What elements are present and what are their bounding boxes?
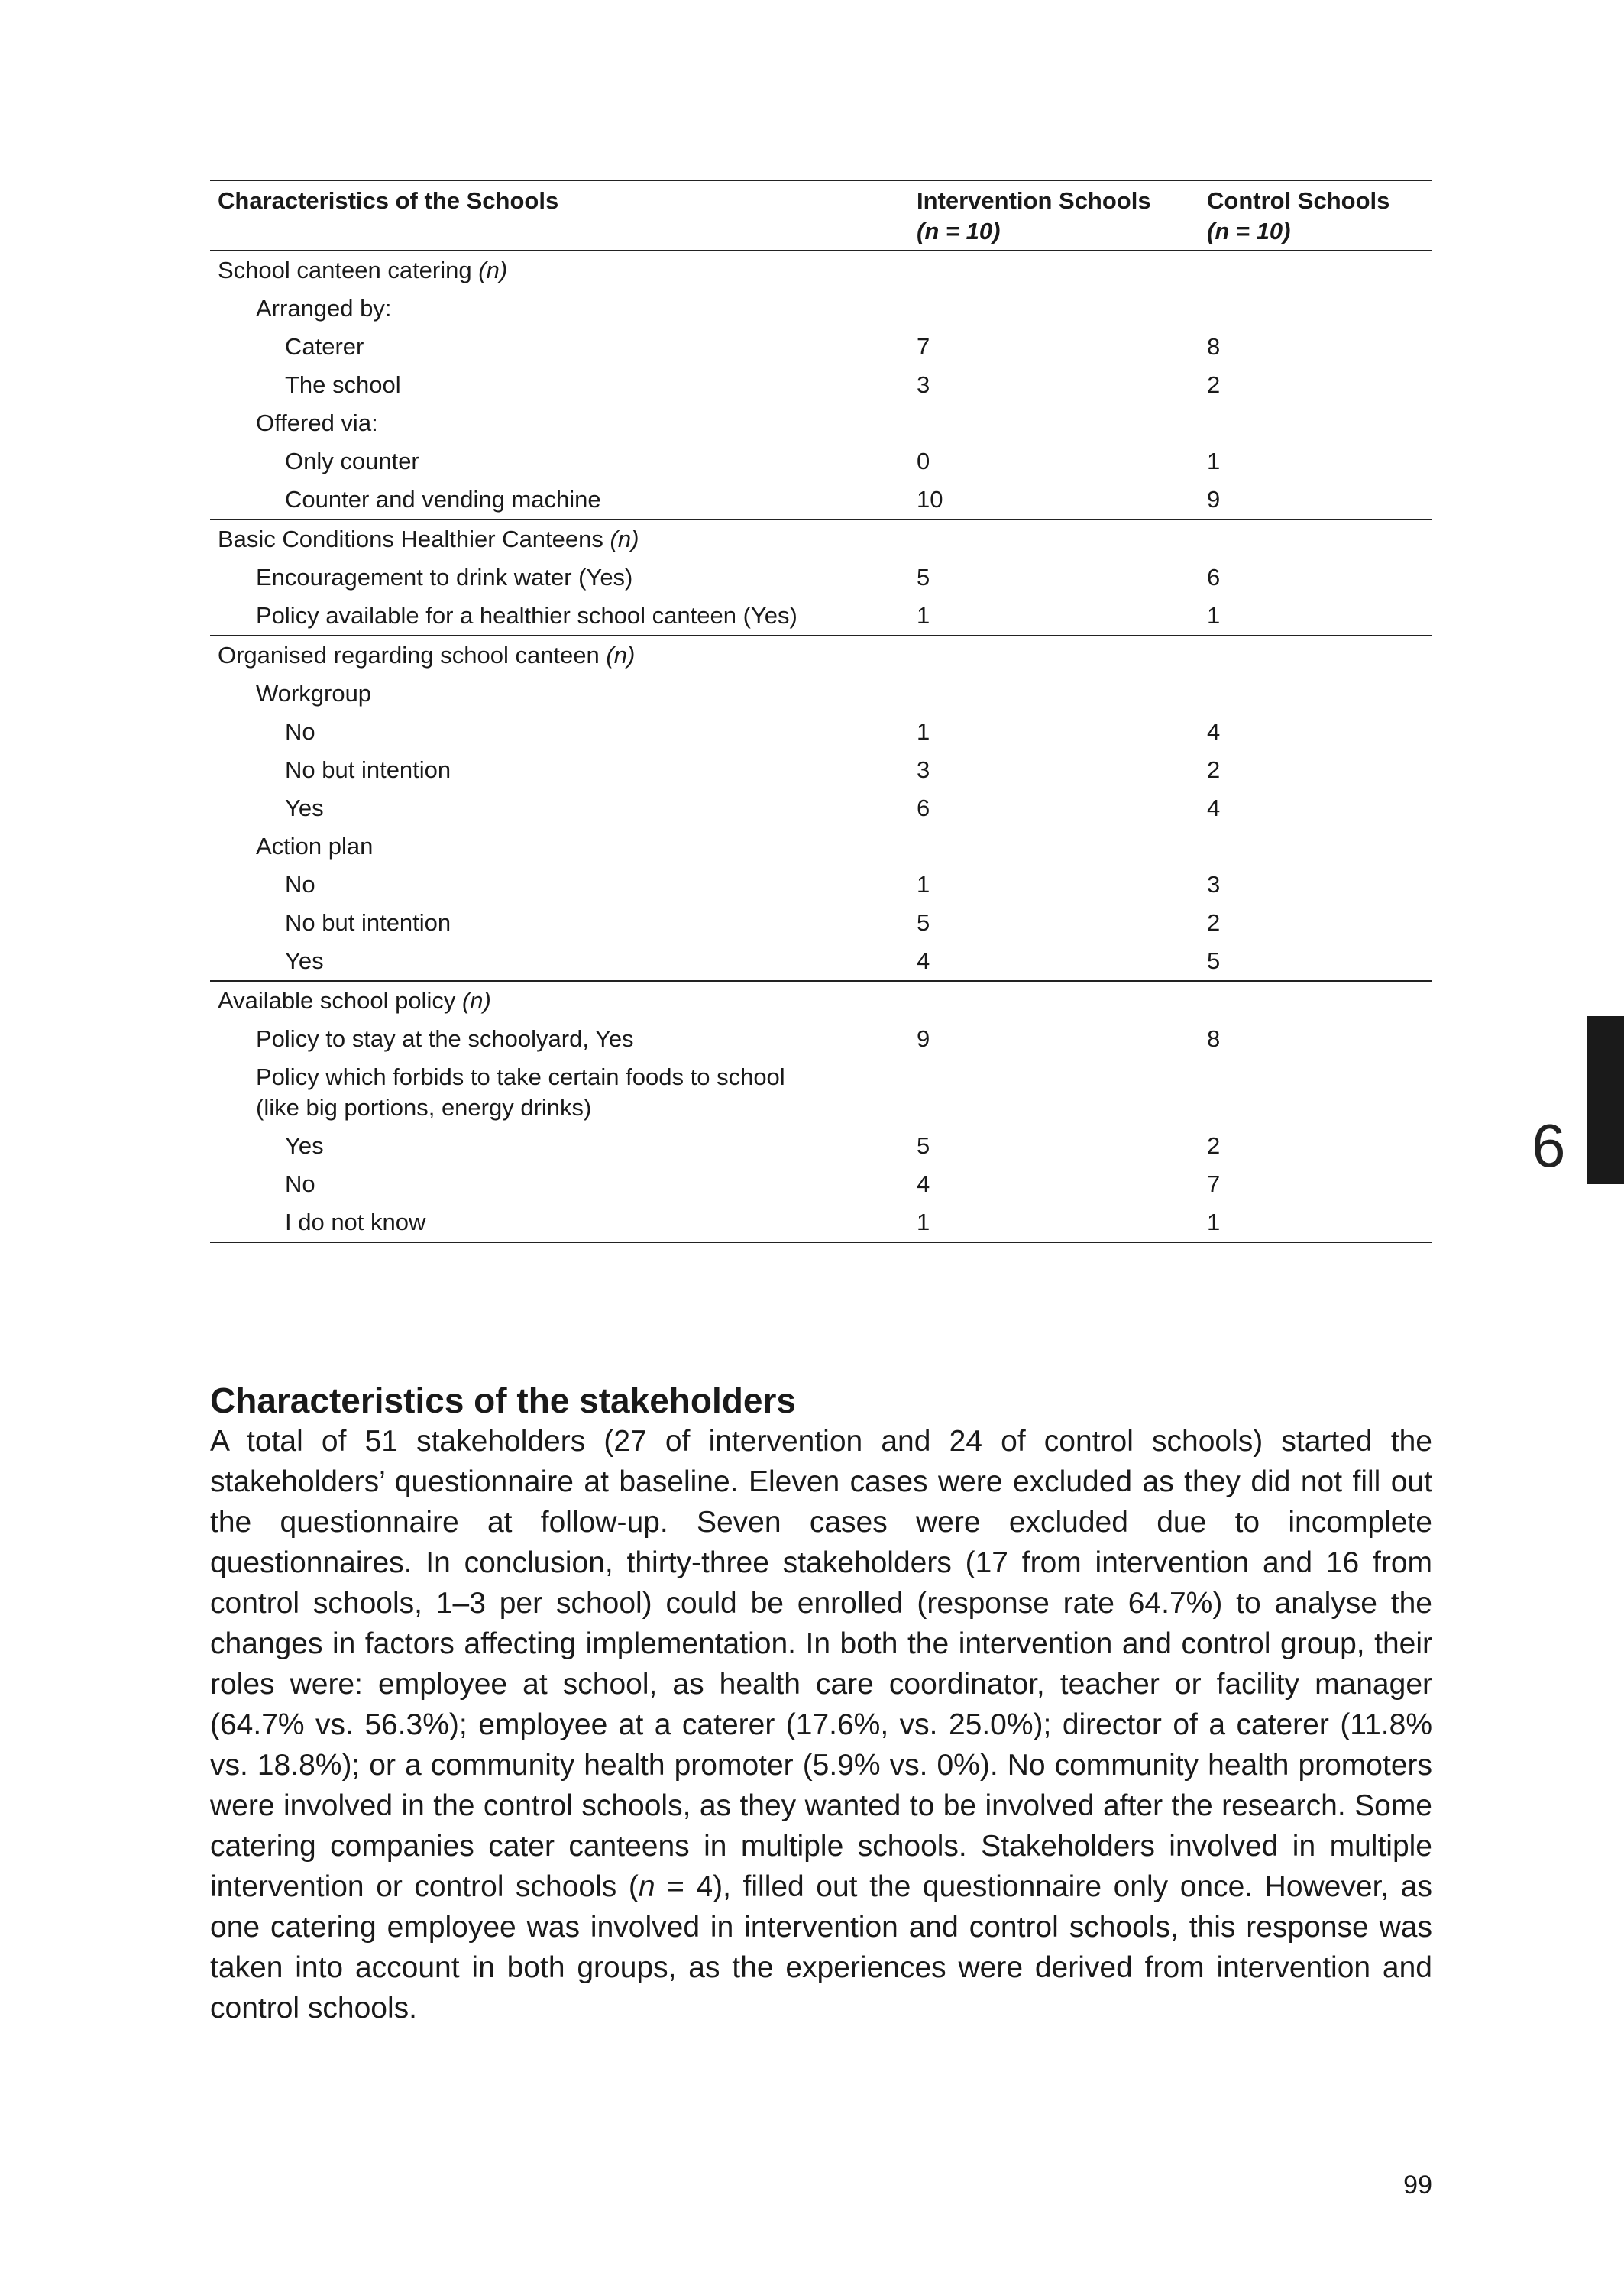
row-unit: (n) xyxy=(478,257,508,283)
cell-intervention: 7 xyxy=(917,333,930,360)
table-row xyxy=(210,942,1432,981)
cell-intervention: 5 xyxy=(917,909,930,936)
table-row xyxy=(210,1127,1432,1165)
row-label-text-cont: (like big portions, energy drinks) xyxy=(256,1094,592,1121)
table-row xyxy=(210,713,1432,751)
table-row xyxy=(210,866,1432,904)
header-control-n: (n = 10) xyxy=(1207,218,1291,244)
table-row xyxy=(210,558,1432,597)
table-row xyxy=(210,290,1432,328)
row-unit: (n) xyxy=(610,526,639,552)
cell-intervention: 1 xyxy=(917,871,930,898)
header-intervention-n: (n = 10) xyxy=(917,218,1001,244)
row-label: Yes xyxy=(285,795,324,821)
cell-control xyxy=(1199,1058,1432,1127)
table-row xyxy=(210,675,1432,713)
table-row xyxy=(210,1058,1432,1127)
table-row xyxy=(210,328,1432,366)
header-control xyxy=(1199,180,1432,251)
row-label: Arranged by: xyxy=(256,295,392,322)
cell-intervention: 5 xyxy=(917,564,930,591)
row-label-text: Policy which forbids to take certain foods to school xyxy=(256,1063,785,1090)
row-label: No but intention xyxy=(285,756,451,783)
cell-control xyxy=(1199,827,1432,866)
row-label: Counter and vending machine xyxy=(285,486,601,513)
body-paragraph xyxy=(210,1421,1432,2028)
row-label: No but intention xyxy=(285,909,451,936)
cell-control: 2 xyxy=(1207,371,1221,398)
row-label xyxy=(210,636,909,675)
cell-intervention: 5 xyxy=(917,1132,930,1159)
table-row xyxy=(210,636,1432,675)
table-row xyxy=(210,751,1432,789)
table-row xyxy=(210,442,1432,481)
cell-intervention: 6 xyxy=(917,795,930,821)
row-label: Yes xyxy=(285,947,324,974)
row-label: Policy to stay at the schoolyard, Yes xyxy=(256,1025,634,1052)
row-label-text: School canteen catering xyxy=(218,257,472,283)
cell-control xyxy=(1199,675,1432,713)
cell-intervention xyxy=(909,827,1199,866)
table-row xyxy=(210,1020,1432,1058)
cell-intervention xyxy=(909,981,1199,1020)
cell-intervention: 9 xyxy=(917,1025,930,1052)
cell-control: 2 xyxy=(1207,756,1221,783)
header-control-label: Control Schools xyxy=(1207,187,1390,214)
cell-control xyxy=(1199,636,1432,675)
cell-control xyxy=(1199,404,1432,442)
cell-control: 9 xyxy=(1207,486,1221,513)
table-row xyxy=(210,366,1432,404)
table-row xyxy=(210,789,1432,827)
row-label-text: Organised regarding school canteen xyxy=(218,642,600,668)
row-label: I do not know xyxy=(285,1209,426,1235)
row-label: No xyxy=(285,1170,315,1197)
table-row xyxy=(210,404,1432,442)
n-symbol: n xyxy=(638,1870,655,1903)
cell-intervention: 1 xyxy=(917,1209,930,1235)
cell-control: 2 xyxy=(1207,1132,1221,1159)
cell-control: 1 xyxy=(1207,1209,1221,1235)
table-row xyxy=(210,597,1432,636)
cell-intervention xyxy=(909,675,1199,713)
cell-intervention: 1 xyxy=(917,602,930,629)
row-label: No xyxy=(285,718,315,745)
cell-intervention xyxy=(909,404,1199,442)
row-label-text: Available school policy xyxy=(218,987,456,1014)
chapter-side-tab xyxy=(1587,1016,1624,1184)
cell-control xyxy=(1199,520,1432,558)
row-label: Workgroup xyxy=(256,680,372,707)
row-label-text: Basic Conditions Healthier Canteens xyxy=(218,526,603,552)
cell-intervention: 4 xyxy=(917,1170,930,1197)
paragraph-text-a: A total of 51 stakeholders (27 of intervention and 24 of control schools) started the stakeholders’ questionnaire at baseline. Eleven cases were excluded as they did not fill out the questionnaire at follow-up. Seven cases were excluded due to incomplete questionnaires. In conclusion, thirty-three stakeholders (17 from intervention and 16 from control schools, 1–3 per school) could be enrolled (response rate 64.7%) to analyse the changes in factors affecting implementation. In both the intervention and control group, their roles were: employee at school, as health care coordinator, teacher or facility manager (64.7% vs. 56.3%); employee at a caterer (17.6%, vs. 25.0%); director of a caterer (11.8% vs. 18.8%); or a community health promoter (5.9% vs. 0%). No community health promoters were involved in the control schools, as they wanted to be involved after the research. Some catering companies cater canteens in multiple schools. Stakeholders involved in multiple intervention or control schools ( xyxy=(210,1425,1432,1903)
row-label xyxy=(210,1058,909,1127)
row-label: Encouragement to drink water (Yes) xyxy=(256,564,633,591)
section-heading: Characteristics of the stakeholders xyxy=(210,1381,796,1420)
table-header-row xyxy=(210,180,1432,251)
cell-control: 5 xyxy=(1207,947,1221,974)
row-label: Action plan xyxy=(256,833,374,860)
table-row xyxy=(210,981,1432,1020)
row-label: Caterer xyxy=(285,333,364,360)
row-label xyxy=(210,251,909,290)
table-row xyxy=(210,1165,1432,1203)
header-characteristics: Characteristics of the Schools xyxy=(218,187,559,214)
row-label: No xyxy=(285,871,315,898)
row-label: The school xyxy=(285,371,401,398)
header-intervention xyxy=(909,180,1199,251)
cell-intervention xyxy=(909,290,1199,328)
cell-intervention xyxy=(909,251,1199,290)
cell-intervention: 3 xyxy=(917,756,930,783)
row-label: Only counter xyxy=(285,448,419,474)
cell-intervention: 0 xyxy=(917,448,930,474)
table-row xyxy=(210,251,1432,290)
cell-intervention: 3 xyxy=(917,371,930,398)
cell-intervention xyxy=(909,1058,1199,1127)
cell-control: 4 xyxy=(1207,718,1221,745)
cell-intervention xyxy=(909,636,1199,675)
cell-control: 4 xyxy=(1207,795,1221,821)
cell-intervention: 1 xyxy=(917,718,930,745)
table-row xyxy=(210,481,1432,520)
chapter-number: 6 xyxy=(1532,1112,1566,1180)
page-number: 99 xyxy=(1403,2171,1432,2200)
row-unit: (n) xyxy=(606,642,636,668)
table-row xyxy=(210,827,1432,866)
cell-intervention: 4 xyxy=(917,947,930,974)
cell-control: 1 xyxy=(1207,448,1221,474)
cell-control: 8 xyxy=(1207,1025,1221,1052)
row-label: Yes xyxy=(285,1132,324,1159)
school-characteristics-table xyxy=(210,180,1432,1243)
row-label xyxy=(210,981,909,1020)
cell-control: 1 xyxy=(1207,602,1221,629)
row-label: Policy available for a healthier school canteen (Yes) xyxy=(256,602,797,629)
table-row xyxy=(210,1203,1432,1242)
header-intervention-label: Intervention Schools xyxy=(917,187,1151,214)
cell-control: 7 xyxy=(1207,1170,1221,1197)
paragraph-text-b: = 4), filled out the questionnaire only once. However, as one catering employee was involved in intervention and control schools, this response was taken into account in both groups, as the experiences were derived from intervention and control schools. xyxy=(210,1870,1432,2025)
cell-control: 2 xyxy=(1207,909,1221,936)
row-unit: (n) xyxy=(461,987,491,1014)
cell-control: 6 xyxy=(1207,564,1221,591)
row-label: Offered via: xyxy=(256,410,378,436)
cell-control xyxy=(1199,251,1432,290)
table-row xyxy=(210,904,1432,942)
cell-intervention xyxy=(909,520,1199,558)
cell-control: 8 xyxy=(1207,333,1221,360)
cell-control xyxy=(1199,290,1432,328)
cell-intervention: 10 xyxy=(917,486,943,513)
table-row xyxy=(210,520,1432,558)
row-label xyxy=(210,520,909,558)
cell-control xyxy=(1199,981,1432,1020)
cell-control: 3 xyxy=(1207,871,1221,898)
